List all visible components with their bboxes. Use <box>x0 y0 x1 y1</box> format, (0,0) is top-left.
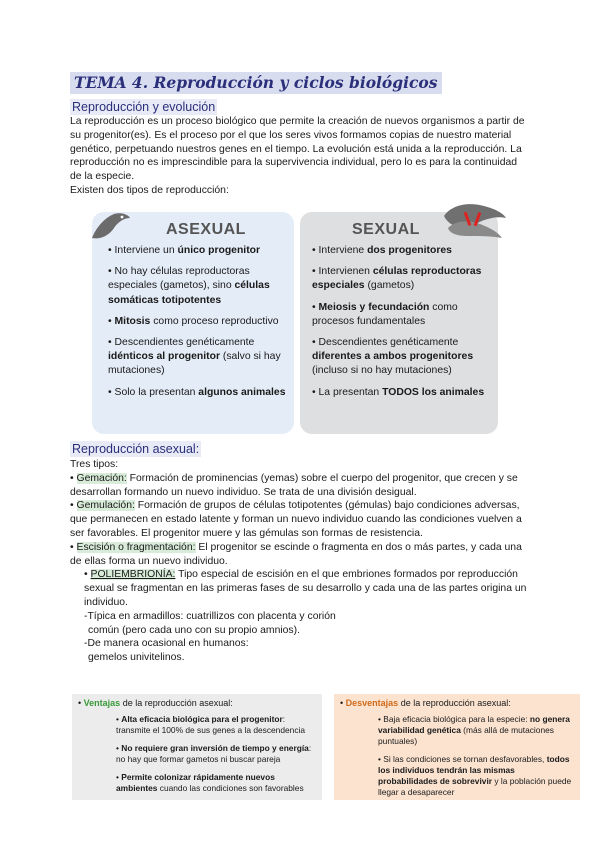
ventajas-heading: • Ventajas de la reproducción asexual: <box>78 698 233 708</box>
section-heading-reproduccion: Reproducción y evolución <box>72 100 216 114</box>
intro-paragraph <box>70 115 530 198</box>
desventajas-box <box>334 694 580 800</box>
section-heading-asexual: Reproducción asexual: <box>72 442 200 456</box>
sexual-item: • Interviene dos progenitores <box>312 245 452 256</box>
gemulacion-term: Gemulación: <box>76 500 135 512</box>
sexual-card <box>300 212 498 434</box>
gemacion-text: Formación de prominencias (yemas) sobre el cuerpo del progenitor, que crecen y se desarrollan formando un nuevo individuo. Se trata de una división desigual. <box>70 472 518 498</box>
asexual-item: • Interviene un único progenitor <box>108 245 261 256</box>
sexual-item-pre: Interviene <box>318 245 368 256</box>
ventaja-item-post: : transmite el 100% de sus genes a la descendencia <box>116 714 306 735</box>
armadillos-line-2: común (pero cada uno con su propio amnios). <box>88 624 300 636</box>
asexual-card <box>92 212 294 434</box>
desventaja-item-post: (más allá de mutaciones puntuales) <box>378 725 554 746</box>
asexual-item: • Solo la presentan algunos animales <box>108 386 286 398</box>
sexual-item: • La presentan TODOS los animales <box>312 386 485 398</box>
asexual-item-pre: Descendientes genéticamente <box>114 337 255 349</box>
sexual-item: • Meiosis y fecundación como procesos fundamentales <box>312 301 458 327</box>
desventaja-item-pre: Si las condiciones se tornan desfavorables, <box>383 754 547 764</box>
types-intro: Existen dos tipos de reproducción: <box>70 184 229 196</box>
ventaja-item: • No requiere gran inversión de tiempo y energía: no hay que formar gametos ni buscar pareja <box>116 743 312 764</box>
desventaja-item: • Baja eficacia biológica para la especie: no genera variabilidad genética (más allá de mutaciones puntuales) <box>378 714 570 746</box>
desventaja-item-post: y la población puede llegar a desaparecer <box>378 776 572 797</box>
armadillos-line-1: -Típica en armadillos: cuatrillizos con placenta y corión <box>84 610 336 622</box>
sexual-item-pre: Intervienen <box>318 266 373 278</box>
gemulacion-item: • Gemulación: Formación de grupos de células totipotentes (gémulas) bajo condiciones adversas, que permanecen en estado latente y forman un nuevo individuo cuando las condiciones vuelven a ser favorables. El progenitor muere y las gémulas son formas de resistencia. <box>70 500 522 539</box>
asexual-item-bold: células somáticas totipotentes <box>108 280 270 306</box>
humanos-line-1: -De manera ocasional en humanos: <box>84 638 249 650</box>
desventaja-item-bold: todos los individuos tendrán las mismas probabilidades de sobrevivir <box>378 754 570 786</box>
humanos-line-2: gemelos univitelinos. <box>88 652 185 664</box>
asexual-item: • No hay células reproductoras especiales (gametos), sino células somáticas totipotentes <box>108 266 270 306</box>
asexual-item-bold: idénticos al progenitor <box>108 351 220 363</box>
sexual-item-bold: dos progenitores <box>367 245 452 256</box>
poliembrionia-text: Tipo especial de escisión en el que embriones formados por reproducción sexual se fragmentan en las primeras fases de su desarrollo y cada una de las partes origina un individuo. <box>84 569 527 608</box>
asexual-item-pre: Interviene un <box>114 245 178 256</box>
ventajas-rest: de la reproducción asexual: <box>120 698 233 708</box>
sexual-item-bold: TODOS los animales <box>382 386 485 398</box>
asexual-item-post: como proceso reproductivo <box>150 315 279 327</box>
gemacion-item: • Gemación: Formación de prominencias (yemas) sobre el cuerpo del progenitor, que crecen y se desarrollan formando un nuevo individuo. Se trata de una división desigual. <box>70 472 518 498</box>
sexual-list <box>312 244 492 407</box>
sexual-item-post: (gametos) <box>364 280 415 292</box>
sexual-item-bold: células reproductoras especiales <box>312 266 482 292</box>
three-types: Tres tipos: <box>70 459 119 470</box>
asexual-item-post: (salvo si hay mutaciones) <box>108 351 281 377</box>
ventajas-term: Ventajas <box>83 698 121 708</box>
ventaja-item: • Permite colonizar rápidamente nuevos ambientes cuando las condiciones son favorables <box>116 772 304 793</box>
desventajas-term: Desventajas <box>345 698 399 708</box>
intro-text: La reproducción es un proceso biológico que permite la creación de nuevos organismos a partir de su progenitor(es). Es el proceso por el que los seres vivos formamos copias de nuestro material genético, perpetuando nuestros genes en el tiempo. La evolución está unida a la reproducción. La reproducción no es imprescindible para la supervivencia individual, pero lo es para la continuidad de la especie. <box>70 116 525 183</box>
poliembrionia-item: • POLIEMBRIONÍA: Tipo especial de escisión en el que embriones formados por reproducción sexual se fragmentan en las primeras fases de su desarrollo y cada una de las partes origina un individuo. <box>84 569 527 608</box>
desventajas-rest: de la reproducción asexual: <box>398 698 511 708</box>
ventaja-item-bold: Permite colonizar rápidamente nuevos ambientes <box>116 772 275 793</box>
desventajas-list <box>378 714 574 805</box>
sexual-item-bold: Meiosis y fecundación <box>318 301 430 313</box>
desventajas-heading: • Desventajas de la reproducción asexual: <box>340 698 511 708</box>
sexual-item-pre: La presentan <box>318 386 383 398</box>
sexual-item-post: como procesos fundamentales <box>312 301 458 327</box>
desventaja-item-bold: no genera variabilidad genética <box>378 714 570 735</box>
gemulacion-text: Formación de grupos de células totipotentes (gémulas) bajo condiciones adversas, que permanecen en estado latente y forman un nuevo individuo cuando las condiciones vuelven a ser favorables. El progenitor muere y las gémulas son formas de resistencia. <box>70 500 522 539</box>
asexual-title: ASEXUAL <box>166 221 246 238</box>
ventaja-item: • Alta eficacia biológica para el progenitor: transmite el 100% de sus genes a la descendencia <box>116 714 306 735</box>
asexual-list <box>108 244 288 407</box>
ventaja-item-bold: Alta eficacia biológica para el progenitor <box>121 714 283 724</box>
asexual-types <box>70 458 532 665</box>
asexual-item-pre: Solo la presentan <box>114 386 199 398</box>
sexual-item-post: (incluso si no hay mutaciones) <box>312 365 452 377</box>
gemacion-term: Gemación: <box>76 472 127 484</box>
asexual-item-pre: No hay células reproductoras especiales (gametos), sino <box>108 266 250 292</box>
escision-text: El progenitor se escinde o fragmenta en dos o más partes, y cada una de ellas forma un nuevo individuo. <box>70 541 522 567</box>
poliembrionia-term: POLIEMBRIONÍA: <box>90 569 176 581</box>
escision-term: Escisión o fragmentación: <box>76 541 196 553</box>
asexual-item: • Descendientes genéticamente idénticos al progenitor (salvo si hay mutaciones) <box>108 337 281 377</box>
sexual-title: SEXUAL <box>352 221 420 238</box>
ventaja-item-post: cuando las condiciones son favorables <box>157 783 304 793</box>
ventajas-box <box>72 694 322 800</box>
mating-flatworms-icon <box>440 198 510 242</box>
asexual-item-bold: Mitosis <box>114 315 151 327</box>
asexual-item-bold: algunos animales <box>198 386 286 398</box>
ventajas-list <box>116 714 316 801</box>
asexual-item: • Mitosis como proceso reproductivo <box>108 315 279 327</box>
sexual-item: • Intervienen células reproductoras especiales (gametos) <box>312 266 482 292</box>
asexual-item-bold: único progenitor <box>177 245 261 256</box>
planarian-icon <box>88 208 134 244</box>
escision-item: • Escisión o fragmentación: El progenitor se escinde o fragmenta en dos o más partes, y cada una de ellas forma un nuevo individuo. <box>70 541 522 567</box>
sexual-item-bold: diferentes a ambos progenitores <box>312 351 474 363</box>
page-title: TEMA 4. Reproducción y ciclos biológicos <box>70 72 442 94</box>
sexual-item: • Descendientes genéticamente diferentes a ambos progenitores (incluso si no hay mutaciones) <box>312 337 474 377</box>
ventaja-item-bold: No requiere gran inversión de tiempo y energía <box>121 743 309 753</box>
desventaja-item-pre: Baja eficacia biológica para la especie: <box>383 714 530 724</box>
desventaja-item: • Si las condiciones se tornan desfavorables, todos los individuos tendrán las mismas probabilidades de sobrevivir y la población puede llegar a desaparecer <box>378 754 572 797</box>
sexual-item-pre: Descendientes genéticamente <box>318 337 459 349</box>
ventaja-item-post: : no hay que formar gametos ni buscar pareja <box>116 743 312 764</box>
